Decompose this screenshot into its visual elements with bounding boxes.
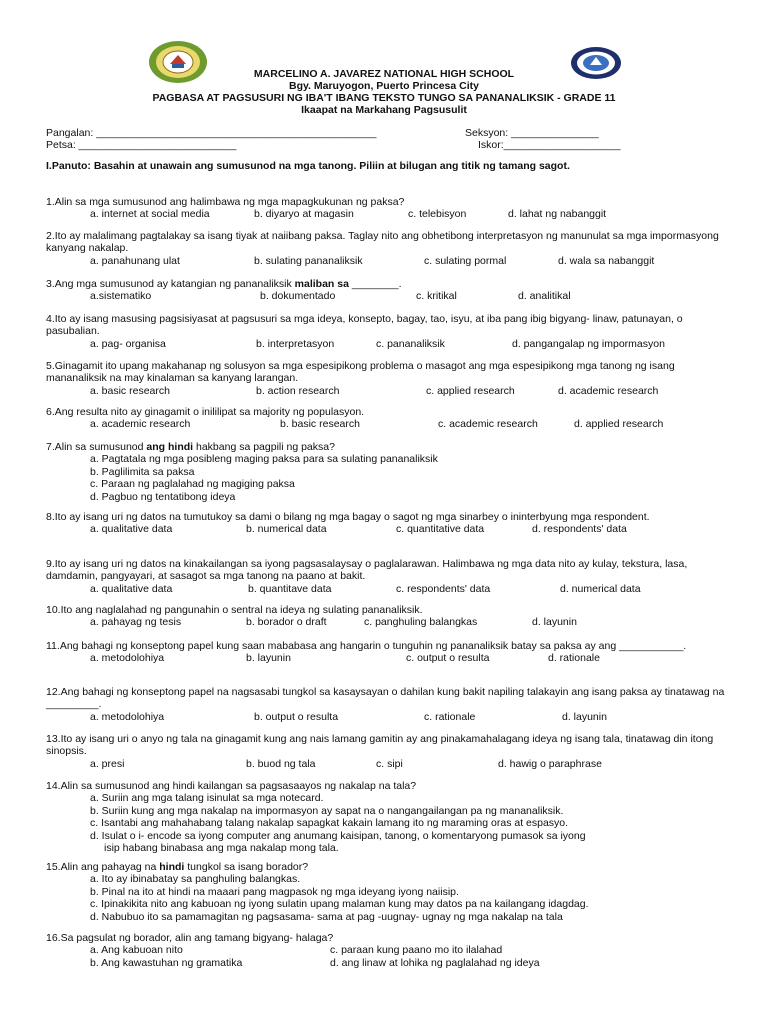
school-address: Bgy. Maruyogon, Puerto Princesa City	[288, 80, 479, 92]
answer-option[interactable]: b. Suriin kung ang mga nakalap na impormasyon ay sapat na o nangangailangan pa ng mananaliksik.	[90, 804, 564, 817]
question-text: 15.Alin ang pahayag na	[46, 861, 160, 873]
question-text-end: hakbang sa pagpili ng paksa?	[193, 441, 335, 453]
question-1	[46, 196, 726, 221]
question-stem	[46, 196, 726, 208]
answer-option[interactable]: a. Ang kabuoan nito	[90, 944, 183, 957]
question-text-end: ________.	[348, 278, 402, 290]
question-text: 8.Ito ay isang uri ng datos na tumutukoy sa dami o bilang ng mga bagay o sagot ng mga sinarbey o ininterbyung mga respondent.	[46, 511, 650, 523]
question-text: 1.Alin sa mga sumusunod ang halimbawa ng mga mapagkukunan ng paksa?	[46, 196, 405, 208]
answer-option[interactable]: b. layunin	[246, 652, 291, 665]
question-stem	[46, 313, 726, 338]
answer-option[interactable]: d. rationale	[548, 652, 600, 665]
answer-option[interactable]: c. telebisyon	[408, 208, 467, 221]
answer-option[interactable]: a. Pagtatala ng mga posibleng maging paksa para sa sulating pananaliksik	[90, 453, 438, 466]
answer-option[interactable]: b. diyaryo at magasin	[254, 208, 354, 221]
answer-option[interactable]: a. presi	[90, 757, 125, 770]
question-emphasis: ang hindi	[146, 441, 194, 453]
answer-option[interactable]: d. applied research	[574, 418, 664, 431]
question-stem	[46, 360, 726, 385]
answer-option[interactable]: b. quantitave data	[248, 582, 332, 595]
answer-options-row	[46, 208, 726, 220]
question-text: 12.Ang bahagi ng konseptong papel na nagsasabi tungkol sa kasaysayan o dahilan kung bakit napiling talakayin ang isang paksa ay tinatawag na _________.	[46, 686, 725, 711]
answer-options-row	[46, 652, 726, 664]
school-name: MARCELINO A. JAVAREZ NATIONAL HIGH SCHOOL	[253, 68, 515, 80]
answer-option[interactable]: b. interpretasyon	[256, 337, 335, 350]
question-5	[46, 360, 726, 397]
question-14	[46, 780, 726, 854]
answer-options-row	[46, 338, 726, 350]
answer-option[interactable]: c. applied research	[426, 384, 515, 397]
answer-option[interactable]: a. pag- organisa	[90, 337, 166, 350]
question-2	[46, 230, 726, 267]
date-field[interactable]: Petsa: ___________________________	[46, 139, 237, 151]
question-text: 3.Ang mga sumusunod ay katangian ng pananaliksik	[46, 278, 295, 290]
answer-option[interactable]: d. hawig o paraphrase	[498, 757, 602, 770]
answer-option[interactable]: d. analitikal	[518, 290, 571, 303]
question-text-end: tungkol sa isang borador?	[184, 861, 309, 873]
question-text: 10.Ito ang naglalahad ng pangunahin o sentral na ideya ng sulating pananaliksik.	[46, 604, 423, 616]
question-emphasis: maliban sa	[294, 278, 349, 290]
answer-option[interactable]: b. dokumentado	[260, 290, 336, 303]
question-stem	[46, 861, 726, 873]
answer-option[interactable]: a. panahunang ulat	[90, 254, 180, 267]
question-stem	[46, 511, 726, 523]
section-field[interactable]: Seksyon: _______________	[465, 127, 599, 139]
question-text: 5.Ginagamit ito upang makahanap ng solusyon sa mga espesipikong problema o masagot ang mga espesipikong mga tanong ng isang mananaliksik na may kinalaman sa kanyang larangan.	[46, 360, 675, 385]
answer-option[interactable]: a. qualitative data	[90, 582, 173, 595]
question-stem	[46, 640, 726, 652]
answer-option[interactable]: a. metodolohiya	[90, 652, 165, 665]
answer-option[interactable]: d. Isulat o i- encode sa iyong computer ang anumang kaisipan, tanong, o komentaryong pumasok sa iyong	[90, 829, 586, 842]
question-text: 16.Sa pagsulat ng borador, alin ang tamang bigyang- halaga?	[46, 932, 334, 944]
answer-option[interactable]: c. paraan kung paano mo ito ilalahad	[330, 944, 503, 957]
answer-option[interactable]: d. pangangalap ng impormasyon	[512, 337, 665, 350]
question-emphasis: hindi	[159, 861, 185, 873]
answer-option[interactable]: c. respondents' data	[396, 582, 491, 595]
answer-option[interactable]: d. wala sa nabanggit	[558, 254, 655, 267]
answer-option[interactable]: c. Paraan ng paglalahad ng magiging paksa	[90, 478, 295, 491]
answer-option[interactable]: a. pahayag ng tesis	[90, 616, 182, 629]
question-stem	[46, 604, 726, 616]
question-text: 9.Ito ay isang uri ng datos na kinakailangan sa iyong pagsasalaysay o paglalarawan. Halimbawa ng mga data nito ay kulay, tekstura, lasa, damdamin, pangyayari, at sasagot sa mga tanong na paano at bakit.	[46, 558, 688, 583]
answer-option[interactable]: b. Pinal na ito at hindi na maaari pang magpasok ng mga ideyang iyong naiisip.	[90, 885, 459, 898]
answer-option[interactable]: c. kritikal	[416, 290, 457, 303]
question-7	[46, 441, 726, 503]
question-text: 4.Ito ay isang masusing pagsisiyasat at pagsusuri sa mga ideya, konsepto, bagay, tao, isyu, at iba pang ibig bigyang- linaw, patunayan, o pasubalian.	[46, 313, 683, 338]
subject-title: PAGBASA AT PAGSUSURI NG IBA'T IBANG TEKSTO TUNGO SA PANANALIKSIK - GRADE 11	[152, 92, 616, 104]
answer-options-row	[46, 616, 726, 628]
question-9	[46, 558, 726, 595]
answer-option[interactable]: a.sistematiko	[90, 290, 152, 303]
answer-option[interactable]: a. metodolohiya	[90, 710, 165, 723]
answer-option[interactable]: a. internet at social media	[90, 208, 210, 221]
question-11	[46, 640, 726, 665]
question-16	[46, 932, 726, 969]
answer-option[interactable]: c. sipi	[376, 757, 403, 770]
answer-option[interactable]: b. numerical data	[246, 523, 327, 536]
question-text: 11.Ang bahagi ng konseptong papel kung saan mababasa ang hangarin o tunguhin ng pananaliksik batay sa paksa ay ang ___________.	[46, 640, 687, 652]
answer-option[interactable]: c. panghuling balangkas	[364, 616, 478, 629]
answer-options-row	[46, 583, 726, 595]
question-text: 14.Alin sa sumusunod ang hindi kailangan sa pagsasaayos ng nakalap na tala?	[46, 780, 417, 792]
answer-option[interactable]: b. sulating pananaliksik	[254, 254, 363, 267]
question-4	[46, 313, 726, 350]
answer-options-row	[46, 523, 726, 535]
answer-options-row	[46, 418, 726, 430]
answer-options-row	[46, 385, 726, 397]
answer-options-row	[46, 944, 726, 956]
answer-option[interactable]: b. buod ng tala	[246, 757, 316, 770]
answer-option[interactable]: b. Ang kawastuhan ng gramatika	[90, 956, 243, 969]
answer-option[interactable]: a. Suriin ang mga talang isinulat sa mga notecard.	[90, 792, 324, 805]
answer-option[interactable]: a. basic research	[90, 384, 170, 397]
answer-option[interactable]: d. numerical data	[560, 582, 641, 595]
question-10	[46, 604, 726, 629]
answer-option[interactable]: c. Ipinakikita nito ang kabuoan ng iyong sulatin upang malaman kung may datos pa na kailangang idagdag.	[90, 898, 589, 911]
answer-options-row	[46, 290, 726, 302]
answer-option[interactable]: c. output o resulta	[406, 652, 490, 665]
question-8	[46, 511, 726, 536]
score-field[interactable]: Iskor:____________________	[478, 139, 621, 151]
answer-option-continued: isip habang binabasa ang mga nakalap mong tala.	[104, 842, 339, 855]
question-6	[46, 406, 726, 431]
answer-option[interactable]: c. sulating pormal	[424, 254, 507, 267]
question-stem	[46, 686, 726, 711]
question-stem	[46, 230, 726, 255]
answer-option[interactable]: c. Isantabi ang mahahabang talang nakalap sapagkat kakain lamang ito ng maraming oras at espasyo.	[90, 817, 569, 830]
question-stem	[46, 441, 726, 453]
answer-option[interactable]: a. Ito ay ibinabatay sa panghuling balangkas.	[90, 873, 301, 886]
answer-option[interactable]: c. quantitative data	[396, 523, 485, 536]
question-15	[46, 861, 726, 923]
question-stem	[46, 278, 726, 290]
answer-option[interactable]: b. borador o draft	[246, 616, 327, 629]
question-text: 6.Ang resulta nito ay ginagamit o inililipat sa majority ng populasyon.	[46, 406, 365, 418]
question-text: 2.Ito ay malalimang pagtalakay sa isang tiyak at naiibang paksa. Taglay nito ang obhetibong interpretasyon ng manunulat sa mga impormasyong kanyang nakalap.	[46, 230, 719, 255]
question-stem	[46, 733, 726, 758]
question-stem	[46, 780, 726, 792]
answer-option[interactable]: d. academic research	[558, 384, 659, 397]
answer-option[interactable]: d. Nabubuo ito sa pamamagitan ng pagsasama- sama at pag -uugnay- ugnay ng mga nakalap na tala	[90, 910, 563, 923]
answer-option[interactable]: b. output o resulta	[254, 710, 339, 723]
answer-option[interactable]: d. layunin	[532, 616, 577, 629]
question-13	[46, 733, 726, 770]
answer-option[interactable]: c. academic research	[438, 418, 538, 431]
answer-option[interactable]: b. basic research	[280, 418, 360, 431]
answer-option[interactable]: a. qualitative data	[90, 523, 173, 536]
question-text: 13.Ito ay isang uri o anyo ng tala na ginagamit kung ang nais lamang gamitin ay ang pinakamahalagang ideya ng isang tala, tinatawag din itong sinopsis.	[46, 733, 714, 758]
answer-options-row	[46, 711, 726, 723]
answer-option[interactable]: d. ang linaw at lohika ng paglalahad ng ideya	[330, 956, 540, 969]
question-3	[46, 278, 726, 303]
answer-options-row	[46, 255, 726, 267]
answer-option[interactable]: d. respondents' data	[532, 523, 627, 536]
answer-option[interactable]: c. rationale	[424, 710, 476, 723]
answer-options-row	[46, 957, 726, 969]
answer-option[interactable]: b. action research	[256, 384, 340, 397]
question-12	[46, 686, 726, 723]
answer-option[interactable]: d. lahat ng nabanggit	[508, 208, 607, 221]
answer-option[interactable]: b. Paglilimita sa paksa	[90, 465, 195, 478]
answer-option[interactable]: d. Pagbuo ng tentatibong ideya	[90, 490, 236, 503]
question-stem	[46, 406, 726, 418]
exam-title: Ikaapat na Markahang Pagsusulit	[301, 104, 467, 116]
question-stem	[46, 932, 726, 944]
answer-option[interactable]: d. layunin	[562, 710, 607, 723]
name-field[interactable]: Pangalan: ________________________________________________	[46, 127, 377, 139]
question-stem	[46, 558, 726, 583]
instructions: I.Panuto: Basahin at unawain ang sumusunod na mga tanong. Piliin at bilugan ang titik ng tamang sagot.	[46, 160, 570, 172]
answer-option[interactable]: c. pananaliksik	[376, 337, 445, 350]
answer-options-row	[46, 758, 726, 770]
answer-option[interactable]: a. academic research	[90, 418, 191, 431]
question-text: 7.Alin sa sumusunod	[46, 441, 147, 453]
